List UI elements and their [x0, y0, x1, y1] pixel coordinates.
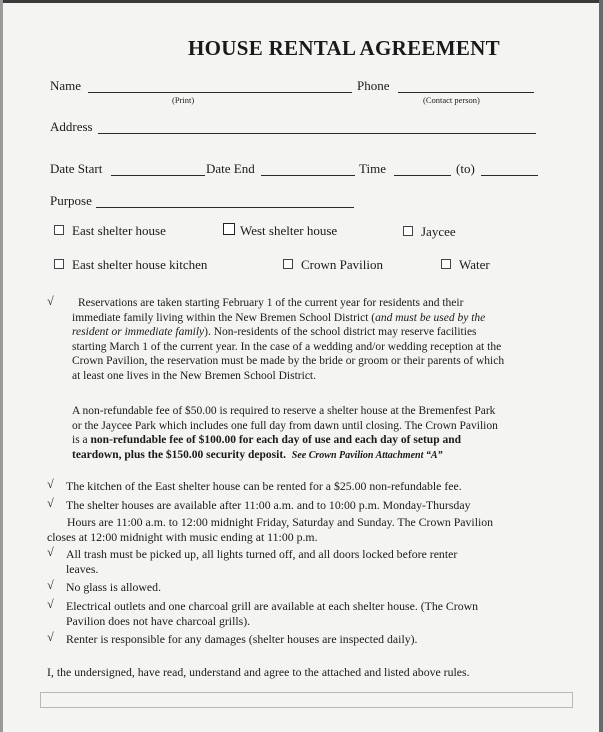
page-border-right	[599, 0, 603, 732]
crown-pavilion-label: Crown Pavilion	[301, 257, 383, 272]
reservations-line: Crown Pavilion, the reservation must be made by the bride or groom or their parents of which	[72, 355, 505, 367]
acknowledgement-text: I, the undersigned, have read, understand and agree to the attached and listed above rules.	[47, 665, 470, 679]
reservations-italic: resident or immediate family	[72, 326, 205, 338]
fee-bold: non-refundable fee of $100.00 for each day of use and each day of setup and	[90, 434, 462, 446]
time-label: Time	[359, 161, 386, 176]
rule-electrical-line: Pavilion does not have charcoal grills).	[66, 614, 251, 628]
west-shelter-house-checkbox[interactable]	[223, 223, 235, 235]
date-end-field[interactable]	[261, 175, 355, 176]
signature-box[interactable]	[40, 692, 573, 708]
fee-line: or the Jaycee Park which includes one full day from dawn until closing. The Crown Pavilion	[72, 419, 498, 432]
option-water[interactable]	[441, 257, 490, 273]
reservations-line: Reservations are taken starting February 1 of the current year for residents and their	[78, 297, 464, 309]
east-shelter-house-checkbox[interactable]	[54, 225, 64, 235]
purpose-label: Purpose	[50, 193, 92, 208]
rule-hours-line: Hours are 11:00 a.m. to 12:00 midnight Friday, Saturday and Sunday. The Crown Pavilion	[67, 515, 494, 529]
date-end-label: Date End	[206, 161, 255, 176]
check-mark-icon: √	[47, 496, 54, 510]
option-crown-pavilion[interactable]	[283, 257, 383, 273]
reservations-line: at least one lives in the New Bremen School District.	[72, 369, 316, 382]
rule-hours-line: The shelter houses are available after 11:00 a.m. and to 10:00 p.m. Monday-Thursday	[66, 498, 471, 512]
check-mark-icon: √	[47, 545, 54, 559]
option-east-shelter-house-kitchen[interactable]	[54, 257, 207, 273]
west-shelter-house-label: West shelter house	[240, 223, 338, 238]
option-jaycee[interactable]	[403, 224, 456, 240]
rule-glass: No glass is allowed.	[66, 580, 162, 594]
contact-person-note: (Contact person)	[423, 95, 480, 105]
rule-trash-line: All trash must be picked up, all lights turned off, and all doors locked before renter	[66, 547, 458, 561]
reservations-italic: and must be used by the	[375, 311, 486, 324]
time-end-field[interactable]	[481, 175, 538, 176]
fee-line: A non-refundable fee of $50.00 is required to reserve a shelter house at the Bremenfest Park	[72, 405, 496, 417]
check-mark-icon: √	[47, 477, 54, 491]
name-label: Name	[50, 78, 82, 93]
time-to-label: (to)	[456, 161, 475, 176]
check-mark-icon: √	[47, 578, 54, 592]
crown-pavilion-checkbox[interactable]	[283, 259, 293, 269]
jaycee-checkbox[interactable]	[403, 226, 413, 236]
reservations-line: ). Non-residents of the school district may reserve facilities	[204, 326, 477, 338]
check-mark-icon: √	[47, 630, 54, 644]
date-start-field[interactable]	[111, 175, 205, 176]
water-label: Water	[459, 257, 490, 272]
east-shelter-house-label: East shelter house	[72, 223, 166, 238]
fee-bold: teardown, plus the $150.00 security deposit.	[72, 448, 287, 461]
check-mark-icon: √	[47, 294, 54, 308]
rule-electrical-line: Electrical outlets and one charcoal grill are available at each shelter house. (The Crown	[66, 599, 479, 613]
page-border-top	[0, 0, 603, 3]
name-field[interactable]	[88, 92, 352, 93]
purpose-field[interactable]	[96, 207, 354, 208]
reservations-paragraph	[72, 296, 569, 383]
east-shelter-house-kitchen-label: East shelter house kitchen	[72, 257, 208, 272]
rule-trash-line: leaves.	[66, 562, 99, 576]
reservations-line: starting March 1 of the current year. In the case of a wedding and/or wedding reception at the	[72, 340, 502, 353]
time-start-field[interactable]	[394, 175, 451, 176]
page-border-left	[0, 0, 3, 732]
phone-field[interactable]	[398, 92, 534, 93]
date-start-label: Date Start	[50, 161, 103, 176]
fee-line: is a	[72, 434, 91, 446]
rule-kitchen: The kitchen of the East shelter house can be rented for a $25.00 non-refundable fee.	[66, 479, 462, 493]
page-title: HOUSE RENTAL AGREEMENT	[188, 36, 500, 60]
east-shelter-house-kitchen-checkbox[interactable]	[54, 259, 64, 269]
fee-paragraph	[72, 404, 569, 463]
print-note: (Print)	[172, 95, 195, 105]
option-west-shelter-house[interactable]	[223, 223, 337, 239]
water-checkbox[interactable]	[441, 259, 451, 269]
rule-hours-line: closes at 12:00 midnight with music ending at 11:00 p.m.	[47, 530, 318, 544]
fee-attachment-reference: See Crown Pavilion Attachment “A”	[291, 449, 443, 461]
reservations-line: immediate family living within the New Bremen School District (	[72, 311, 376, 324]
phone-label: Phone	[357, 78, 390, 93]
check-mark-icon: √	[47, 597, 54, 611]
option-east-shelter-house[interactable]	[54, 223, 166, 239]
address-label: Address	[50, 119, 93, 134]
address-field[interactable]	[98, 133, 536, 134]
jaycee-label: Jaycee	[421, 224, 456, 239]
rule-renter: Renter is responsible for any damages (shelter houses are inspected daily).	[66, 632, 418, 646]
